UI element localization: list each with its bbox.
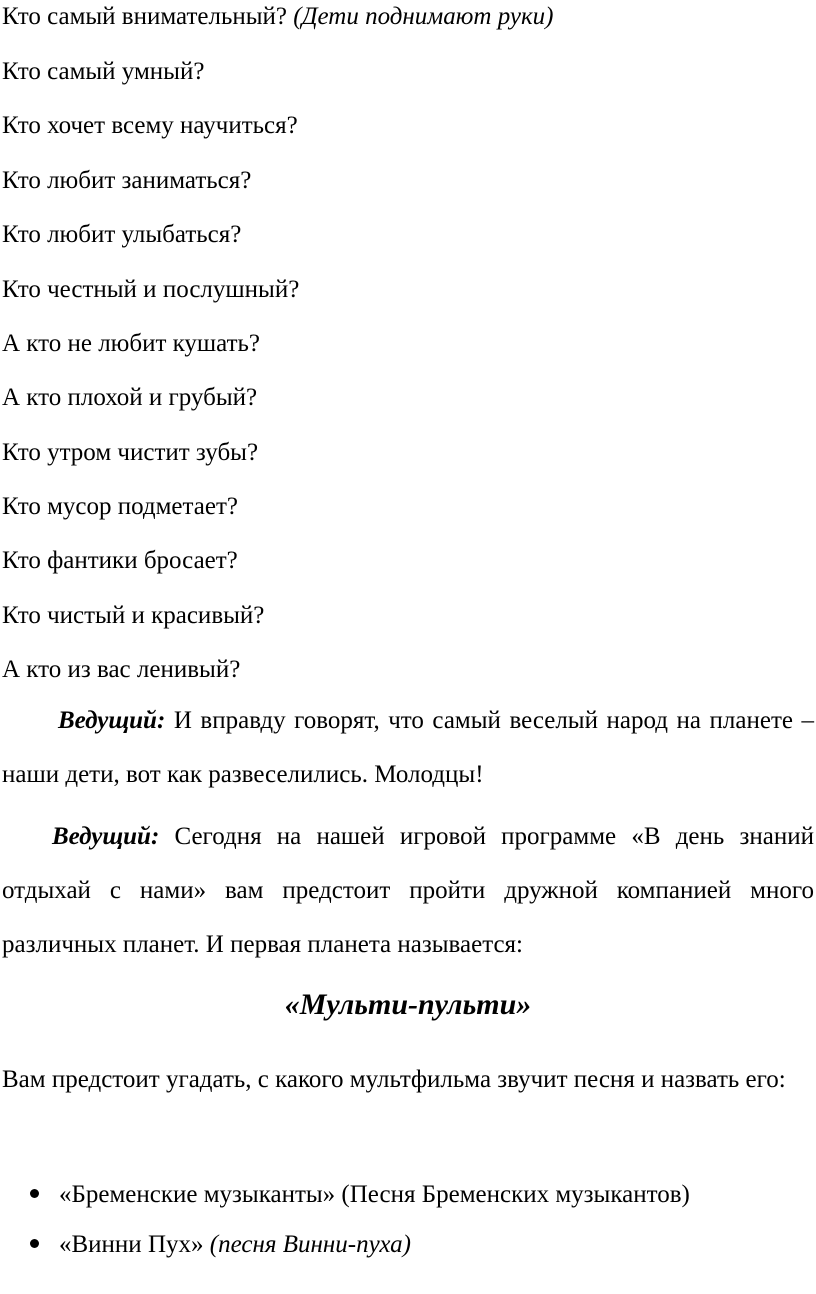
speaker-label: Ведущий: [52,823,160,850]
question-line: Кто хочет всему научиться? [2,112,298,139]
question-line: Кто мусор подметает? [2,493,238,520]
host-remark: Сегодня на нашей игровой программе «В день знаний отдыхай с нами» вам предстоит пройти дружной компанией много различных планет. И первая планета называется: [2,823,814,958]
question-line: Кто фантики бросает? [2,547,238,574]
stage-direction: (Дети поднимают руки) [293,3,554,30]
question-text: Кто самый внимательный? [2,3,288,30]
cartoon-title: «Винни Пух» [59,1231,204,1258]
bullet-icon [30,1189,39,1198]
question-line: А кто плохой и грубый? [2,384,258,411]
bullet-icon [30,1239,39,1248]
speaker-label: Ведущий: [58,707,166,734]
cartoon-title: «Бременские музыканты» [59,1181,336,1208]
question-line [2,2,553,32]
task-paragraph: Вам предстоит угадать, с какого мультфильма звучит песня и назвать его: [2,1066,786,1093]
question-line: Кто любит улыбаться? [2,221,242,248]
song-note: (Песня Бременских музыкантов) [341,1181,690,1208]
host-paragraph [2,694,814,802]
section-title: «Мульти-пульти» [284,988,532,1021]
question-line: Кто чистый и красивый? [2,602,265,629]
question-line: А кто не любит кушать? [2,330,261,357]
question-line: Кто утром чистит зубы? [2,439,259,466]
question-line: А кто из вас ленивый? [2,656,241,683]
list-item [30,1230,411,1260]
host-remark: И вправду говорят, что самый веселый народ на планете – наши дети, вот как развеселились. Молодцы! [2,707,815,788]
question-line: Кто любит заниматься? [2,167,252,194]
host-paragraph [2,810,814,972]
question-line: Кто честный и послушный? [2,276,300,303]
question-line: Кто самый умный? [2,58,205,85]
song-note: (песня Винни-пуха) [209,1231,411,1258]
list-item [30,1180,690,1210]
